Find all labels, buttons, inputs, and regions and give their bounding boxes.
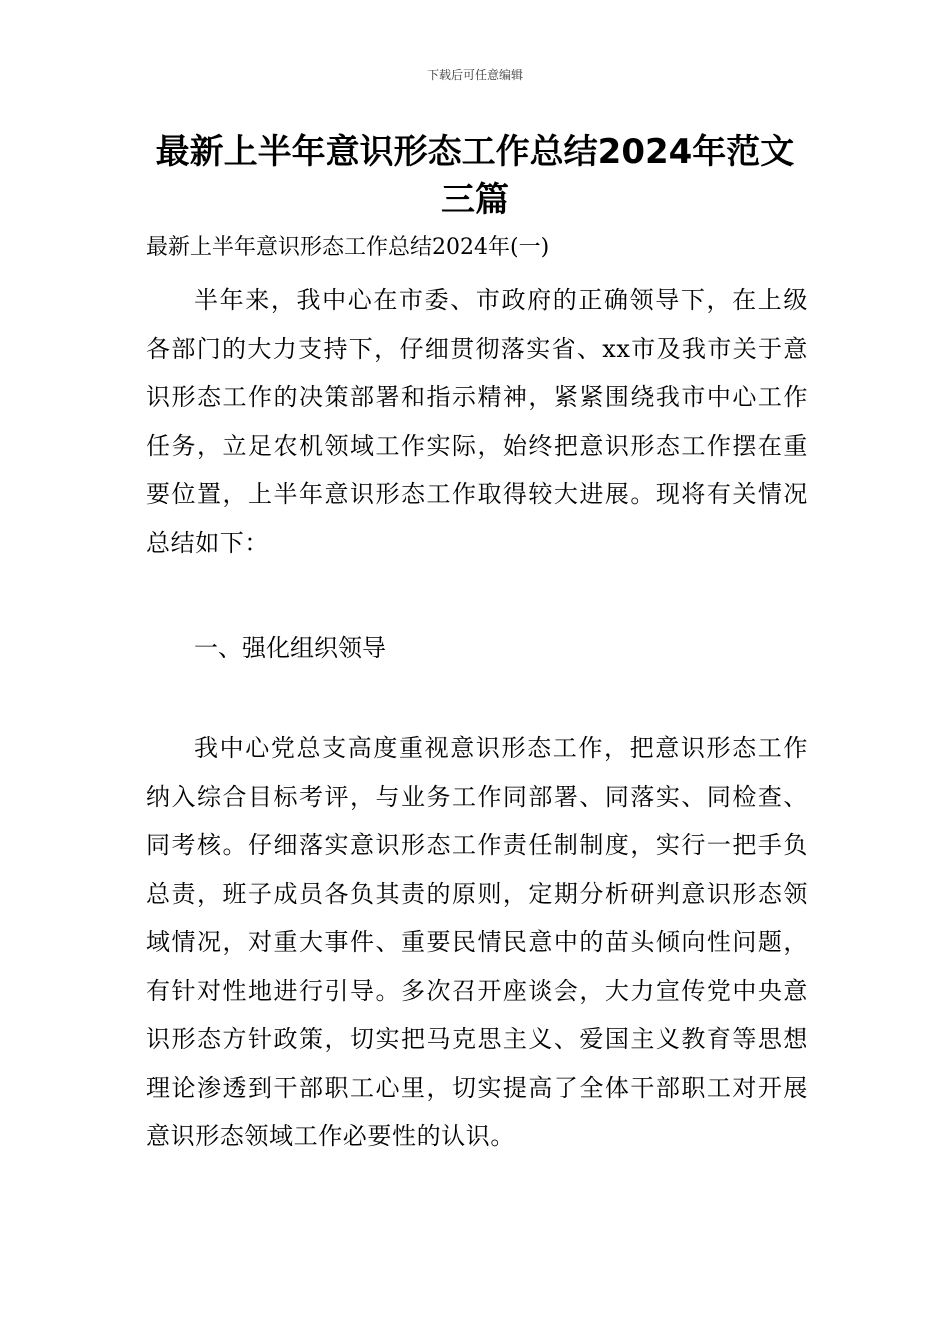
document-title: 最新上半年意识形态工作总结2024年范文三篇	[155, 132, 795, 220]
header-note: 下载后可任意编辑	[426, 68, 523, 82]
section-heading: 一、强化组织领导	[194, 634, 386, 662]
section-body-paragraph: 我中心党总支高度重视意识形态工作，把意识形态工作纳入综合目标考评，与业务工作同部署、同落实、同检查、同考核。仔细落实意识形态工作责任制制度，实行一把手负总责，班子成员各负其责的原则，定期分析研判意识形态领域情况，对重大事件、重要民情民意中的苗头倾向性问题，有针对性地进行引导。多次召开座谈会，大力宣传党中央意识形态方针政策，切实把马克思主义、爱国主义教育等思想理论渗透到干部职工心里，切实提高了全体干部职工对开展意识形态领域工作必要性的认识。	[146, 734, 808, 1150]
document-subtitle: 最新上半年意识形态工作总结2024年(一)	[146, 235, 550, 260]
intro-paragraph: 半年来，我中心在市委、市政府的正确领导下，在上级各部门的大力支持下，仔细贯彻落实省、xx市及我市关于意识形态工作的决策部署和指示精神，紧紧围绕我市中心工作任务，立足农机领域工作实际，始终把意识形态工作摆在重要位置，上半年意识形态工作取得较大进展。现将有关情况总结如下：	[146, 286, 808, 557]
